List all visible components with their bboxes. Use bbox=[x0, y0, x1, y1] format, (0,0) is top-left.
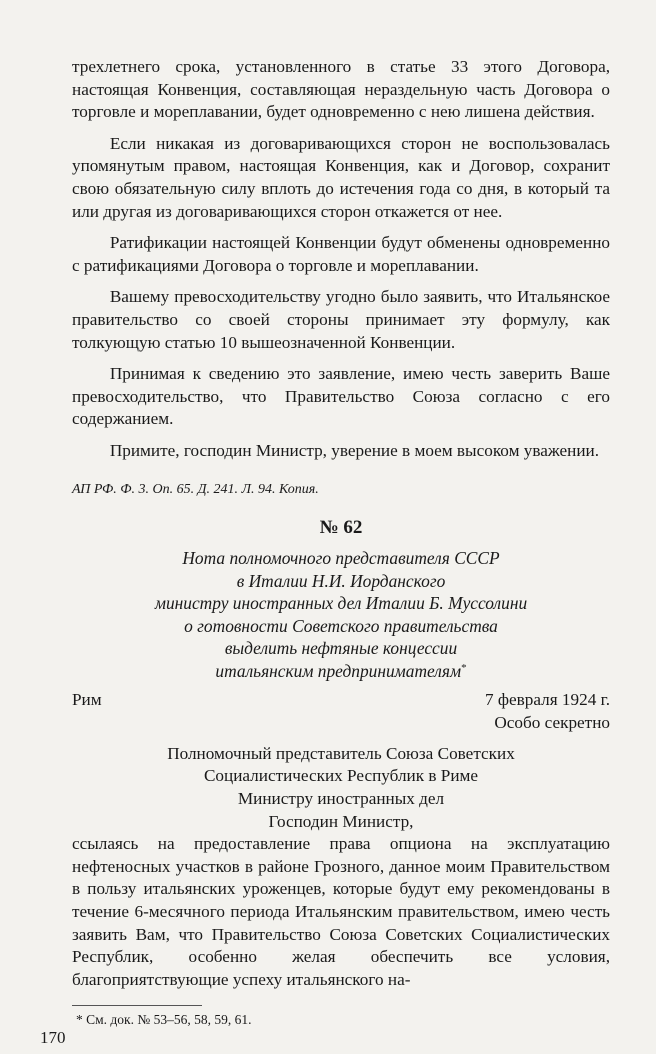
document-number: № 62 bbox=[319, 517, 363, 539]
sender-line: Полномочный представитель Союза Советских bbox=[167, 743, 515, 763]
paragraph: Если никакая из договаривающихся сторон не воспользовалась упомянутым правом, настоящая Конвенция, как и Договор, сохранит свою обязательную силу вплоть до истечения года со дня, в который та или другая из договаривающихся сторон откажется от нее. bbox=[72, 133, 610, 221]
paragraph: Ратификации настоящей Конвенции будут обменены одновременно с ратификациями Договора о торговле и мореплавании. bbox=[72, 233, 610, 275]
paragraph: трехлетнего срока, установленного в статье 33 этого Договора, настоящая Конвенция, составляющая нераздельную часть Договора о торговле и мореплавании, будет одновременно с нею лишена действия. bbox=[72, 57, 610, 122]
salutation: Господин Министр, bbox=[268, 811, 414, 831]
heading-line: Нота полномочного представителя СССР bbox=[182, 548, 500, 569]
place: Рим bbox=[72, 689, 102, 709]
heading-line: министру иностранных дел Италии Б. Муссолини bbox=[154, 593, 528, 614]
archival-source-note: АП РФ. Ф. 3. Оп. 65. Д. 241. Л. 94. Копия. bbox=[72, 481, 319, 497]
footnote: * См. док. № 53–56, 58, 59, 61. bbox=[76, 1012, 252, 1028]
footnote-divider bbox=[72, 1005, 202, 1006]
page-number: 170 bbox=[40, 1028, 66, 1047]
body-paragraph: ссылаясь на предоставление права опциона на эксплуатацию нефтеносных участков в районе Грозного, данное моим Правительством в пользу итальянских уроженцев, которые будут ему рекомендованы в течение 6-месячного периода Итальянским правительством, имею честь заявить Вам, что Правительство Союза Советских Социалистических Республик, особенно желая обеспечить все условия, благоприятствующие успеху итальянского на- bbox=[72, 834, 610, 989]
paragraph: Примите, господин Министр, уверение в моем высоком уважении. bbox=[109, 440, 600, 460]
heading-line: о готовности Советского правительства bbox=[184, 615, 498, 636]
paragraph: Принимая к сведению это заявление, имею честь заверить Ваше превосходительство, что Правительство Союза согласно с его содержанием. bbox=[72, 364, 610, 429]
document-heading bbox=[72, 547, 610, 683]
classification-stamp: Особо секретно bbox=[494, 713, 610, 733]
heading-line: в Италии Н.И. Иорданского bbox=[236, 570, 446, 591]
heading-line-last bbox=[72, 660, 610, 683]
paragraph: Вашему превосходительству угодно было заявить, что Итальянское правительство со своей стороны принимает эту формулу, как толкующую статью 10 вышеозначенной Конвенции. bbox=[72, 287, 610, 352]
address-block bbox=[72, 743, 610, 833]
heading-line: итальянским предпринимателям bbox=[215, 661, 462, 682]
sender-line: Социалистических Республик в Риме bbox=[203, 766, 479, 786]
heading-line: выделить нефтяные концессии bbox=[224, 638, 458, 659]
date: 7 февраля 1924 г. bbox=[484, 689, 610, 709]
place-date-line bbox=[72, 689, 610, 712]
page-content bbox=[72, 56, 610, 1032]
recipient: Министру иностранных дел bbox=[237, 789, 445, 809]
bleed-through-texture bbox=[30, 30, 630, 52]
footnote-mark: * bbox=[461, 662, 467, 675]
